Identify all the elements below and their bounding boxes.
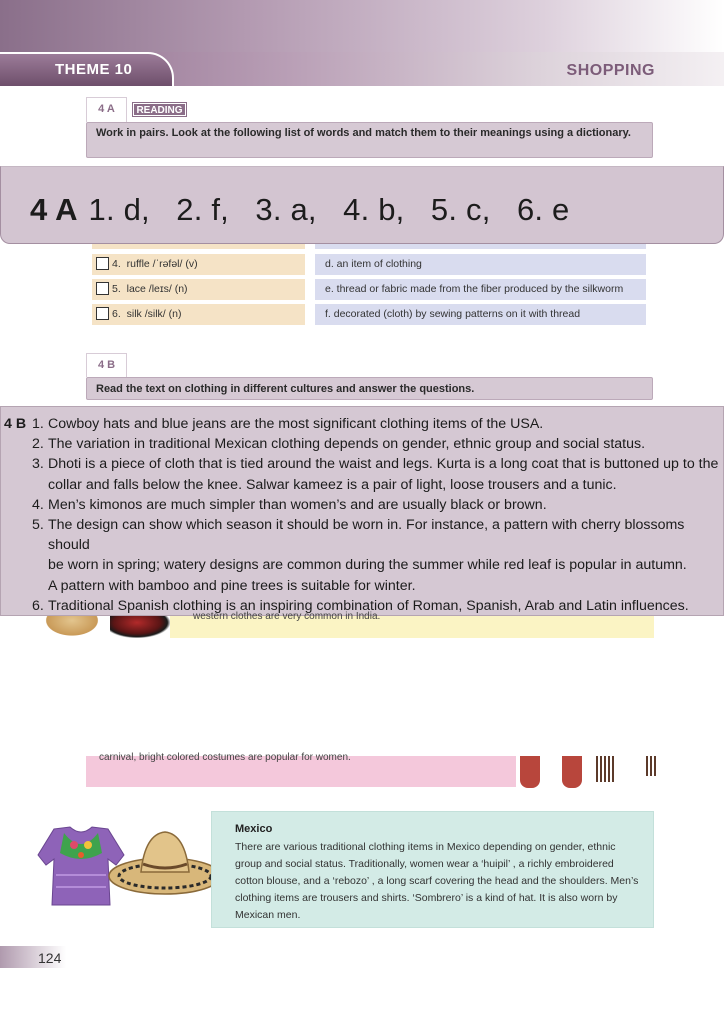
instruction-4a: Work in pairs. Look at the following list of words and match them to their meanings using a dictionary.: [86, 122, 653, 158]
meaning-row: d. an item of clothing: [315, 254, 646, 275]
india-snippet: western clothes are very common in India.: [193, 611, 381, 622]
answer-4b-item: 6. Traditional Spanish clothing is an inspiring combination of Roman, Spanish, Arab and Latin influences.: [32, 597, 689, 614]
theme-label: THEME 10: [55, 61, 133, 78]
word-row: [92, 254, 305, 275]
answer-4b-item: 5. The design can show which season it should be worn in. For instance, a pattern with cherry blossoms should be worn in spring; watery designs are common during the summer while red leaf is popular in autumn. A pattern with bamboo and pine trees is suitable for winter.: [32, 517, 687, 594]
answer-4b-item: 3. Dhoti is a piece of cloth that is tied around the waist and legs. Kurta is a long coat that is buttoned up to the collar and falls below the knee. Salwar kameez is a pair of light, loose trousers and a tunic.: [32, 456, 719, 493]
mexico-body: There are various traditional clothing items in Mexico depending on gender, ethnic group and social status. Traditionally, women wear a ‘huipil’ , a richly embroidered cotton blouse, and a ‘rebozo’ , a long scarf covering the head and the shoulders. Men’s clothing items are trousers and shirts. ‘Sombrero’ is a kind of hat. It is also worn by Mexican men.: [235, 841, 639, 921]
word-row: [92, 279, 305, 300]
answer-4b-item: 4. Men’s kimonos are much simpler than women’s and are usually black or brown.: [32, 496, 547, 513]
word-number: 4.: [112, 258, 121, 270]
spain-snippet: carnival, bright colored costumes are popular for women.: [99, 752, 351, 763]
word-cell-partial: [92, 244, 305, 249]
answer-4b-item: 1. Cowboy hats and blue jeans are the most significant clothing items of the USA.: [32, 416, 544, 432]
checkbox[interactable]: [96, 257, 109, 270]
checkbox[interactable]: [96, 307, 109, 320]
india-woman-image: [42, 616, 102, 638]
header-background: [0, 0, 724, 52]
word-text: ruffle /ˈrəfəl/ (v): [126, 258, 198, 270]
tassel-image: [646, 756, 658, 776]
answer-4b-list: [0, 414, 724, 616]
word-number: 5.: [112, 283, 121, 295]
tassel-image: [596, 756, 616, 782]
meaning-row: e. thread or fabric made from the fiber produced by the silkworm: [315, 279, 646, 300]
answer-4a-label: 4 A: [30, 192, 78, 227]
answer-4b-item: 2. The variation in traditional Mexican clothing depends on gender, ethnic group and social status.: [32, 436, 646, 453]
word-text: lace /leɪs/ (n): [126, 283, 188, 295]
sombrero-image: [105, 828, 223, 900]
section-tag-4a: 4 A: [86, 97, 127, 122]
reading-badge: READING: [133, 103, 186, 116]
page-number: 124: [38, 950, 62, 966]
blank-panel: [3, 640, 724, 756]
section-tag-4b: 4 B: [86, 353, 127, 377]
spanish-costume-image: [518, 756, 584, 790]
word-row: [92, 304, 305, 325]
answer-4a-values: 1. d, 2. f, 3. a, 4. b, 5. c, 6. e: [88, 192, 570, 227]
answer-4a-text: [30, 192, 569, 228]
meaning-row: f. decorated (cloth) by sewing patterns on it with thread: [315, 304, 646, 325]
checkbox[interactable]: [96, 282, 109, 295]
word-text: silk /silk/ (n): [126, 308, 182, 320]
instruction-4b: Read the text on clothing in different cultures and answer the questions.: [86, 377, 653, 400]
section-title: SHOPPING: [566, 62, 655, 79]
word-number: 6.: [112, 308, 121, 320]
meaning-cell-partial: [315, 244, 646, 249]
answer-4b-label: 4 B: [4, 416, 27, 432]
india-man-image: [110, 616, 170, 638]
mexico-title: Mexico: [235, 823, 273, 835]
